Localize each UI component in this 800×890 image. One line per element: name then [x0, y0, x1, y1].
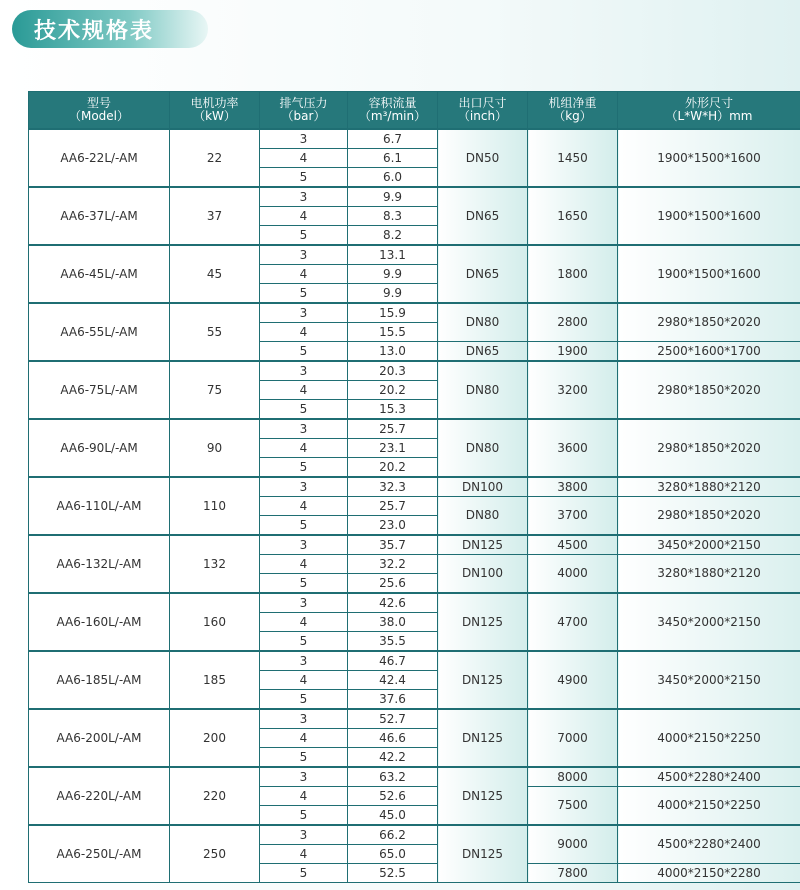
weight-cell: 4900	[528, 651, 618, 709]
dimensions-cell: 4000*2150*2250	[618, 787, 800, 826]
table-row	[29, 535, 800, 555]
flow-cell: 52.5	[348, 864, 438, 883]
pressure-cell: 5	[260, 806, 348, 826]
section-title-tag	[12, 10, 208, 48]
outlet-cell: DN65	[438, 245, 528, 303]
flow-cell: 13.0	[348, 342, 438, 362]
pressure-cell: 3	[260, 825, 348, 845]
pressure-cell: 4	[260, 439, 348, 458]
flow-cell: 9.9	[348, 284, 438, 304]
flow-cell: 15.5	[348, 323, 438, 342]
flow-cell: 25.7	[348, 419, 438, 439]
flow-cell: 15.3	[348, 400, 438, 420]
table-row	[29, 361, 800, 381]
dimensions-cell: 3280*1880*2120	[618, 477, 800, 497]
col-header-model: 型号 （Model）	[29, 92, 170, 130]
table-header-row	[29, 92, 800, 130]
dimensions-cell: 2980*1850*2020	[618, 497, 800, 536]
flow-cell: 32.2	[348, 555, 438, 574]
model-cell: AA6-75L/-AM	[29, 361, 170, 419]
flow-cell: 13.1	[348, 245, 438, 265]
pressure-cell: 3	[260, 593, 348, 613]
pressure-cell: 3	[260, 187, 348, 207]
pressure-cell: 5	[260, 516, 348, 536]
model-cell: AA6-185L/-AM	[29, 651, 170, 709]
pressure-cell: 5	[260, 690, 348, 710]
power-cell: 55	[170, 303, 260, 361]
power-cell: 110	[170, 477, 260, 535]
pressure-cell: 4	[260, 787, 348, 806]
flow-cell: 35.5	[348, 632, 438, 652]
outlet-cell: DN125	[438, 767, 528, 825]
outlet-cell: DN80	[438, 361, 528, 419]
flow-cell: 37.6	[348, 690, 438, 710]
table-row	[29, 709, 800, 729]
pressure-cell: 5	[260, 168, 348, 188]
pressure-cell: 4	[260, 729, 348, 748]
power-cell: 75	[170, 361, 260, 419]
pressure-cell: 4	[260, 845, 348, 864]
col-header-pressure: 排气压力 （bar）	[260, 92, 348, 130]
outlet-cell: DN80	[438, 419, 528, 477]
pressure-cell: 5	[260, 864, 348, 883]
outlet-cell: DN100	[438, 477, 528, 497]
table-row	[29, 245, 800, 265]
dimensions-cell: 3280*1880*2120	[618, 555, 800, 594]
section-title: 技术规格表	[34, 19, 155, 44]
weight-cell: 2800	[528, 303, 618, 342]
pressure-cell: 3	[260, 709, 348, 729]
pressure-cell: 3	[260, 477, 348, 497]
pressure-cell: 5	[260, 400, 348, 420]
power-cell: 90	[170, 419, 260, 477]
col-header-flow: 容积流量 （m³/min）	[348, 92, 438, 130]
flow-cell: 46.7	[348, 651, 438, 671]
dimensions-cell: 3450*2000*2150	[618, 593, 800, 651]
pressure-cell: 5	[260, 574, 348, 594]
weight-cell: 1450	[528, 129, 618, 187]
weight-cell: 1650	[528, 187, 618, 245]
pressure-cell: 3	[260, 361, 348, 381]
weight-cell: 7500	[528, 787, 618, 826]
weight-cell: 3700	[528, 497, 618, 536]
flow-cell: 66.2	[348, 825, 438, 845]
pressure-cell: 4	[260, 497, 348, 516]
pressure-cell: 3	[260, 535, 348, 555]
pressure-cell: 4	[260, 613, 348, 632]
pressure-cell: 3	[260, 245, 348, 265]
pressure-cell: 4	[260, 671, 348, 690]
dimensions-cell: 4000*2150*2280	[618, 864, 800, 883]
model-cell: AA6-110L/-AM	[29, 477, 170, 535]
pressure-cell: 4	[260, 149, 348, 168]
outlet-cell: DN80	[438, 303, 528, 342]
model-cell: AA6-37L/-AM	[29, 187, 170, 245]
table-row	[29, 593, 800, 613]
pressure-cell: 3	[260, 651, 348, 671]
dimensions-cell: 2980*1850*2020	[618, 361, 800, 419]
flow-cell: 52.6	[348, 787, 438, 806]
pressure-cell: 4	[260, 265, 348, 284]
table-row	[29, 651, 800, 671]
dimensions-cell: 2500*1600*1700	[618, 342, 800, 362]
table-row	[29, 129, 800, 149]
pressure-cell: 3	[260, 303, 348, 323]
outlet-cell: DN125	[438, 825, 528, 883]
outlet-cell: DN125	[438, 651, 528, 709]
flow-cell: 63.2	[348, 767, 438, 787]
pressure-cell: 3	[260, 767, 348, 787]
pressure-cell: 4	[260, 555, 348, 574]
power-cell: 45	[170, 245, 260, 303]
col-header-power: 电机功率 （kW）	[170, 92, 260, 130]
dimensions-cell: 1900*1500*1600	[618, 245, 800, 303]
flow-cell: 15.9	[348, 303, 438, 323]
flow-cell: 6.7	[348, 129, 438, 149]
power-cell: 250	[170, 825, 260, 883]
pressure-cell: 4	[260, 207, 348, 226]
flow-cell: 20.2	[348, 458, 438, 478]
flow-cell: 46.6	[348, 729, 438, 748]
table-row	[29, 825, 800, 845]
col-header-outlet: 出口尺寸 （inch）	[438, 92, 528, 130]
dimensions-cell: 1900*1500*1600	[618, 187, 800, 245]
flow-cell: 8.3	[348, 207, 438, 226]
power-cell: 22	[170, 129, 260, 187]
weight-cell: 7000	[528, 709, 618, 767]
weight-cell: 3200	[528, 361, 618, 419]
dimensions-cell: 2980*1850*2020	[618, 419, 800, 477]
flow-cell: 23.0	[348, 516, 438, 536]
flow-cell: 20.2	[348, 381, 438, 400]
pressure-cell: 3	[260, 129, 348, 149]
pressure-cell: 4	[260, 323, 348, 342]
table-row	[29, 419, 800, 439]
dimensions-cell: 4500*2280*2400	[618, 767, 800, 787]
power-cell: 37	[170, 187, 260, 245]
outlet-cell: DN125	[438, 709, 528, 767]
weight-cell: 1800	[528, 245, 618, 303]
pressure-cell: 5	[260, 748, 348, 768]
dimensions-cell: 3450*2000*2150	[618, 535, 800, 555]
weight-cell: 4700	[528, 593, 618, 651]
flow-cell: 38.0	[348, 613, 438, 632]
flow-cell: 52.7	[348, 709, 438, 729]
dimensions-cell: 1900*1500*1600	[618, 129, 800, 187]
flow-cell: 9.9	[348, 265, 438, 284]
col-header-weight: 机组净重 （kg）	[528, 92, 618, 130]
flow-cell: 35.7	[348, 535, 438, 555]
power-cell: 200	[170, 709, 260, 767]
pressure-cell: 5	[260, 226, 348, 246]
pressure-cell: 3	[260, 419, 348, 439]
table-row	[29, 303, 800, 323]
weight-cell: 7800	[528, 864, 618, 883]
model-cell: AA6-250L/-AM	[29, 825, 170, 883]
weight-cell: 4000	[528, 555, 618, 594]
power-cell: 220	[170, 767, 260, 825]
outlet-cell: DN65	[438, 342, 528, 362]
outlet-cell: DN65	[438, 187, 528, 245]
model-cell: AA6-55L/-AM	[29, 303, 170, 361]
flow-cell: 20.3	[348, 361, 438, 381]
pressure-cell: 5	[260, 458, 348, 478]
flow-cell: 42.2	[348, 748, 438, 768]
dimensions-cell: 4000*2150*2250	[618, 709, 800, 767]
power-cell: 132	[170, 535, 260, 593]
model-cell: AA6-200L/-AM	[29, 709, 170, 767]
outlet-cell: DN80	[438, 497, 528, 536]
flow-cell: 32.3	[348, 477, 438, 497]
power-cell: 185	[170, 651, 260, 709]
outlet-cell: DN100	[438, 555, 528, 594]
flow-cell: 23.1	[348, 439, 438, 458]
pressure-cell: 5	[260, 284, 348, 304]
table-row	[29, 477, 800, 497]
weight-cell: 8000	[528, 767, 618, 787]
outlet-cell: DN125	[438, 593, 528, 651]
weight-cell: 1900	[528, 342, 618, 362]
spec-table	[28, 91, 800, 883]
dimensions-cell: 4500*2280*2400	[618, 825, 800, 864]
model-cell: AA6-22L/-AM	[29, 129, 170, 187]
dimensions-cell: 3450*2000*2150	[618, 651, 800, 709]
pressure-cell: 4	[260, 381, 348, 400]
weight-cell: 9000	[528, 825, 618, 864]
flow-cell: 42.4	[348, 671, 438, 690]
outlet-cell: DN50	[438, 129, 528, 187]
outlet-cell: DN125	[438, 535, 528, 555]
weight-cell: 3600	[528, 419, 618, 477]
flow-cell: 6.0	[348, 168, 438, 188]
flow-cell: 6.1	[348, 149, 438, 168]
flow-cell: 25.6	[348, 574, 438, 594]
table-row	[29, 767, 800, 787]
model-cell: AA6-45L/-AM	[29, 245, 170, 303]
pressure-cell: 5	[260, 342, 348, 362]
flow-cell: 8.2	[348, 226, 438, 246]
power-cell: 160	[170, 593, 260, 651]
model-cell: AA6-160L/-AM	[29, 593, 170, 651]
weight-cell: 4500	[528, 535, 618, 555]
model-cell: AA6-220L/-AM	[29, 767, 170, 825]
pressure-cell: 5	[260, 632, 348, 652]
flow-cell: 25.7	[348, 497, 438, 516]
table-row	[29, 187, 800, 207]
flow-cell: 65.0	[348, 845, 438, 864]
flow-cell: 9.9	[348, 187, 438, 207]
weight-cell: 3800	[528, 477, 618, 497]
model-cell: AA6-90L/-AM	[29, 419, 170, 477]
flow-cell: 42.6	[348, 593, 438, 613]
flow-cell: 45.0	[348, 806, 438, 826]
model-cell: AA6-132L/-AM	[29, 535, 170, 593]
col-header-dimensions: 外形尺寸 （L*W*H）mm	[618, 92, 800, 130]
dimensions-cell: 2980*1850*2020	[618, 303, 800, 342]
